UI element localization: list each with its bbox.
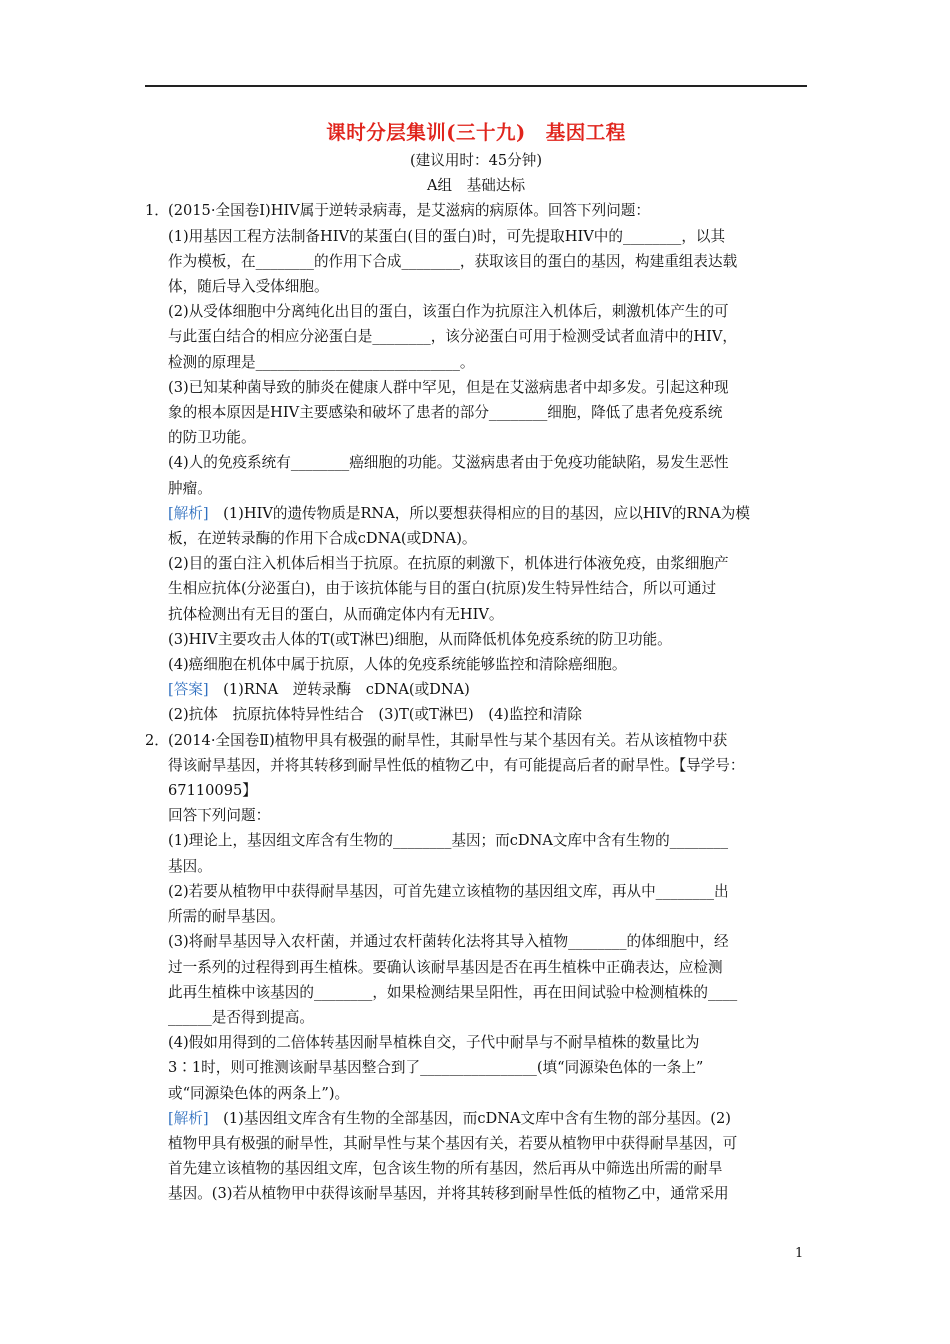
question-line: 1．(2015·全国卷Ⅰ)HIV属于逆转录病毒，是艾滋病的病原体。回答下列问题：	[145, 198, 807, 223]
question-line: 过一系列的过程得到再生植株。要确认该耐旱基因是否在再生植株中正确表达，应检测	[168, 958, 723, 976]
question-line: 作为模板，在________的作用下合成________，获取该目的蛋白的基因，构建重组表达载	[168, 252, 738, 270]
question-line: (1)用基因工程方法制备HIV的某蛋白(目的蛋白)时，可先提取HIV中的________，以其	[168, 227, 726, 245]
analysis-line: (4)癌细胞在机体中属于抗原，人体的免疫系统能够监控和清除癌细胞。	[168, 656, 627, 674]
question-1	[145, 198, 807, 727]
question-line: 2．(2014·全国卷Ⅱ)植物甲具有极强的耐旱性，其耐旱性与某个基因有关。若从该植物中获	[145, 728, 807, 753]
question-line: 或“同源染色体的两条上”)。	[168, 1084, 350, 1102]
question-line: ______是否得到提高。	[168, 1008, 314, 1026]
question-line: 得该耐旱基因，并将其转移到耐旱性低的植物乙中，有可能提高后者的耐旱性。【导学号：	[168, 756, 745, 774]
question-line: 与此蛋白结合的相应分泌蛋白是________，该分泌蛋白可用于检测受试者血清中的HIV，	[168, 328, 738, 346]
analysis-line: 生相应抗体(分泌蛋白)，由于该抗体能与目的蛋白(抗原)发生特异性结合，所以可通过	[168, 580, 717, 598]
question-line: 回答下列问题：	[168, 807, 271, 825]
question-line: 肿瘤。	[168, 479, 212, 497]
question-line: 象的根本原因是HIV主要感染和破坏了患者的部分________细胞，降低了患者免疫系统	[168, 404, 723, 422]
analysis-line: 首先建立该植物的基因组文库，包含该生物的所有基因，然后再从中筛选出所需的耐旱	[168, 1160, 723, 1178]
suggested-time: (建议用时：45分钟)	[409, 152, 543, 169]
page-number: 1	[795, 1246, 804, 1261]
question-line: 3∶1时，则可推测该耐旱基因整合到了________________(填“同源染色体的一条上”	[168, 1059, 704, 1077]
analysis-line: 植物甲具有极强的耐旱性，其耐旱性与某个基因有关，若要从植物甲中获得耐旱基因，可	[168, 1134, 738, 1152]
question-line: 检测的原理是____________________________。	[168, 353, 475, 371]
question-line: (4)人的免疫系统有________癌细胞的功能。艾滋病患者由于免疫功能缺陷，易发生恶性	[168, 454, 729, 472]
question-line: 基因。	[168, 857, 212, 875]
question-line: (2)若要从植物甲中获得耐旱基因，可首先建立该植物的基因组文库，再从中________出	[168, 882, 729, 900]
question-line: 此再生植株中该基因的________，如果检测结果呈阳性，再在田间试验中检测植株的____	[168, 983, 738, 1001]
answer-line: [答案] (1)RNA 逆转录酶 cDNA(或DNA)	[168, 681, 470, 699]
question-2	[145, 728, 807, 1207]
analysis-line: (2)目的蛋白注入机体后相当于抗原。在抗原的刺激下，机体进行体液免疫，由浆细胞产	[168, 555, 729, 573]
answer-tag: [答案]	[168, 681, 209, 699]
question-line: (1)理论上，基因组文库含有生物的________基因；而cDNA文库中含有生物的________	[168, 832, 729, 850]
analysis-tag: [解析]	[168, 504, 209, 522]
analysis-line: 基因。(3)若从植物甲中获得该耐旱基因，并将其转移到耐旱性低的植物乙中，通常采用	[168, 1185, 729, 1203]
analysis-line: 板，在逆转录酶的作用下合成cDNA(或DNA)。	[168, 530, 477, 548]
question-line: (3)将耐旱基因导入农杆菌，并通过农杆菌转化法将其导入植物________的体细胞中，经	[168, 933, 729, 951]
analysis-line: 抗体检测出有无目的蛋白，从而确定体内有无HIV。	[168, 605, 504, 623]
question-number: 2．	[145, 731, 169, 749]
page-title: 课时分层集训(三十九) 基因工程	[326, 121, 626, 144]
question-line: 所需的耐旱基因。	[168, 908, 285, 926]
group-heading: A组 基础达标	[426, 177, 526, 195]
document-page	[145, 118, 807, 1207]
analysis-tag: [解析]	[168, 1109, 209, 1127]
analysis-line: [解析] (1)基因组文库含有生物的全部基因，而cDNA文库中含有生物的部分基因。(2)	[168, 1109, 731, 1127]
analysis-line: (3)HIV主要攻击人体的T(或T淋巴)细胞，从而降低机体免疫系统的防卫功能。	[168, 630, 672, 648]
analysis-line: [解析] (1)HIV的遗传物质是RNA，所以要想获得相应的目的基因，应以HIV的RNA为模	[168, 504, 750, 522]
question-line: (4)假如用得到的二倍体转基因耐旱植株自交，子代中耐旱与不耐旱植株的数量比为	[168, 1034, 700, 1052]
question-line: (3)已知某种菌导致的肺炎在健康人群中罕见，但是在艾滋病患者中却多发。引起这种现	[168, 378, 729, 396]
question-number: 1．	[145, 202, 169, 220]
question-line: 67110095】	[168, 782, 257, 800]
question-line: 体，随后导入受体细胞。	[168, 278, 329, 296]
answer-line: (2)抗体 抗原抗体特异性结合 (3)T(或T淋巴) (4)监控和清除	[168, 706, 582, 724]
question-line: (2)从受体细胞中分离纯化出目的蛋白，该蛋白作为抗原注入机体后，刺激机体产生的可	[168, 303, 729, 321]
header-rule	[145, 85, 807, 87]
question-line: 的防卫功能。	[168, 429, 256, 447]
